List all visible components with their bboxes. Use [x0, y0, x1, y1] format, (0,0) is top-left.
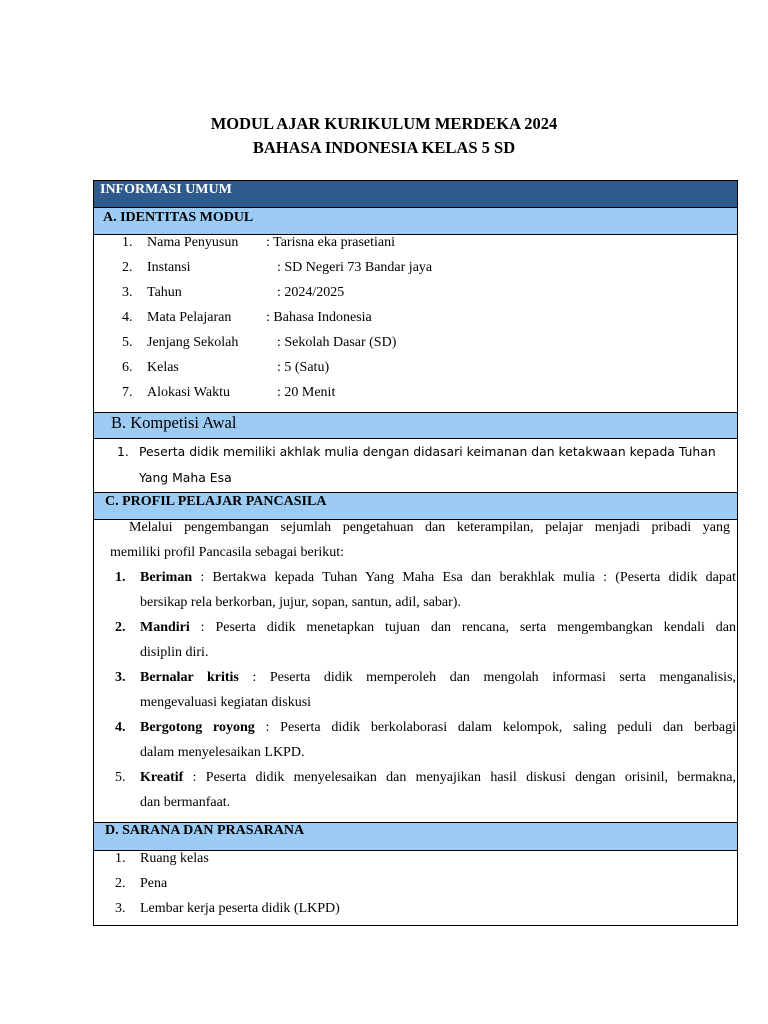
informasi-umum-header: INFORMASI UMUM — [94, 181, 737, 208]
profil-pancasila-header: C. PROFIL PELAJAR PANCASILA — [94, 493, 737, 520]
profil-desc: : Peserta didik memperoleh dan mengolah informasi serta menganalisis, — [238, 670, 737, 685]
sarana-prasarana-header: D. SARANA DAN PRASARANA — [94, 823, 737, 851]
identitas-value: : SD Negeri 73 Bandar jaya — [277, 260, 433, 275]
profil-desc: : Peserta didik berkolaborasi dalam kelompok, saling peduli dan berbagi — [254, 720, 736, 735]
kompetensi-line: Peserta didik memiliki akhlak mulia dengan didasari keimanan dan ketakwaan kepada Tuhan — [139, 444, 716, 459]
sarana-item: Lembar kerja peserta didik (LKPD) — [140, 901, 340, 916]
sarana-num: 1. — [115, 851, 126, 866]
identitas-label: Instansi — [147, 260, 191, 275]
sarana-num: 3. — [115, 901, 126, 916]
identitas-value: : Sekolah Dasar (SD) — [277, 335, 397, 350]
identitas-num: 6. — [122, 360, 133, 375]
kompetensi-awal-header: B. Kompetisi Awal — [94, 413, 737, 439]
identitas-label: Mata Pelajaran — [147, 310, 232, 325]
profil-term: Mandiri — [140, 620, 190, 635]
profil-desc: : Peserta didik menyelesaikan dan menyajikan hasil diskusi dengan orisinil, bermakna, — [183, 770, 736, 785]
identitas-label: Kelas — [147, 360, 179, 375]
profil-pancasila-body — [94, 520, 737, 823]
profil-desc: : Bertakwa kepada Tuhan Yang Maha Esa dan berakhlak mulia : (Peserta didik dapat — [192, 570, 736, 585]
module-table — [93, 180, 738, 926]
document-title: MODUL AJAR KURIKULUM MERDEKA 2024 — [210, 114, 558, 133]
profil-desc-cont: dan bermanfaat. — [140, 795, 231, 810]
profil-term: Kreatif — [140, 770, 184, 785]
profil-num: 3. — [115, 670, 126, 685]
identitas-modul-body — [94, 235, 737, 413]
profil-term: Bernalar kritis — [140, 670, 239, 685]
profil-num: 4. — [115, 720, 126, 735]
identitas-label: Nama Penyusun — [147, 235, 239, 250]
identitas-modul-header: A. IDENTITAS MODUL — [94, 208, 737, 235]
profil-num: 5. — [115, 770, 126, 785]
sarana-num: 2. — [115, 876, 126, 891]
kompetensi-line: Yang Maha Esa — [139, 470, 232, 485]
identitas-value: : Bahasa Indonesia — [266, 310, 372, 325]
profil-item — [140, 670, 736, 686]
profil-desc-cont: mengevaluasi kegiatan diskusi — [140, 695, 312, 710]
kompetensi-awal-body — [94, 439, 737, 493]
profil-item — [140, 620, 736, 636]
profil-intro: Melalui pengembangan sejumlah pengetahuan dan keterampilan, pelajar menjadi pribadi yang — [129, 520, 730, 535]
identitas-label: Tahun — [147, 285, 182, 300]
identitas-value: : 2024/2025 — [277, 285, 345, 300]
identitas-num: 3. — [122, 285, 133, 300]
identitas-label: Alokasi Waktu — [147, 385, 230, 400]
profil-term: Bergotong royong — [140, 720, 255, 735]
sarana-item: Pena — [140, 876, 168, 891]
profil-num: 2. — [115, 620, 126, 635]
profil-intro: memiliki profil Pancasila sebagai berikut: — [110, 545, 345, 560]
profil-desc-cont: bersikap rela berkorban, jujur, sopan, santun, adil, sabar). — [140, 595, 461, 610]
profil-item — [140, 570, 736, 586]
identitas-label: Jenjang Sekolah — [147, 335, 239, 350]
identitas-num: 7. — [122, 385, 133, 400]
profil-item — [140, 720, 736, 736]
identitas-num: 1. — [122, 235, 133, 250]
identitas-value: : 5 (Satu) — [277, 360, 330, 375]
profil-item — [140, 770, 736, 786]
identitas-num: 4. — [122, 310, 133, 325]
identitas-num: 2. — [122, 260, 133, 275]
identitas-num: 5. — [122, 335, 133, 350]
sarana-prasarana-body — [94, 851, 737, 925]
profil-desc: : Peserta didik menetapkan tujuan dan rencana, serta mengembangkan kendali dan — [189, 620, 736, 635]
identitas-value: : 20 Menit — [277, 385, 336, 400]
sarana-item: Ruang kelas — [140, 851, 209, 866]
document-subtitle: BAHASA INDONESIA KELAS 5 SD — [252, 138, 516, 157]
profil-num: 1. — [115, 570, 126, 585]
kompetensi-num: 1. — [117, 444, 129, 459]
identitas-value: : Tarisna eka prasetiani — [266, 235, 395, 250]
profil-desc-cont: disiplin diri. — [140, 645, 209, 660]
profil-desc-cont: dalam menyelesaikan LKPD. — [140, 745, 305, 760]
profil-term: Beriman — [140, 570, 193, 585]
